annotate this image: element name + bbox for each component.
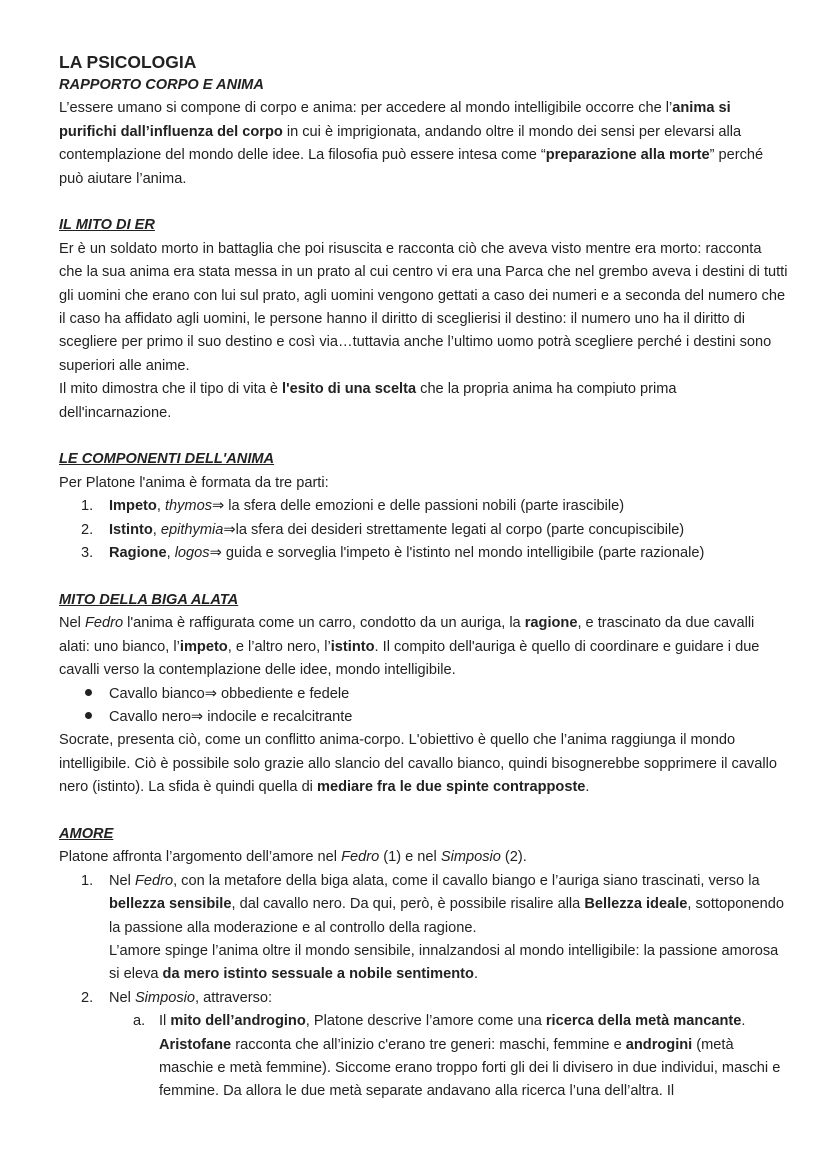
list-item (59, 706, 789, 729)
bullet-list-cavalli (59, 683, 789, 730)
bold-text: anima si purifichi dall’influenza del corpo (59, 100, 731, 140)
text-run: . (473, 966, 479, 983)
list-item (59, 542, 789, 565)
list-marker: a. (133, 1013, 146, 1030)
text-run: l'anima è raffigurata come un carro, condotto da un auriga, la (123, 615, 525, 632)
paragraph-biga-conclusion (59, 729, 789, 799)
text-run: Il (159, 1013, 171, 1030)
italic-text: thymos (164, 498, 212, 515)
bullet-dot-icon (85, 683, 105, 706)
text-run: , (166, 545, 175, 562)
text-run: in cui è imprigionata, andando oltre il mondo dei sensi per elevarsi alla contemplazione del mondo delle idee. La filosofia può essere intesa come “ (59, 123, 742, 164)
italic-text: logos (174, 545, 210, 562)
section-heading-amore: AMORE (59, 825, 114, 842)
italic-text: Fedro (134, 872, 174, 889)
section-heading-corpo-anima: RAPPORTO CORPO E ANIMA (59, 77, 264, 93)
list-marker: 1. (81, 872, 94, 889)
list-marker: 2. (81, 521, 94, 538)
text-run: Platone affronta l’argomento dell’amore nel (59, 849, 342, 866)
text-run: ⇒ la sfera delle emozioni e delle passioni nobili (parte irascibile) (212, 498, 625, 515)
italic-text: Fedro (84, 615, 124, 632)
text-run: , e trascinato da due cavalli alati: uno bianco, l’ (59, 615, 755, 655)
bold-text: istinto (330, 638, 375, 655)
paragraph-mito-er-conclusion (59, 378, 789, 425)
bold-text: preparazione alla morte (545, 147, 710, 164)
text-run: , sottoponendo la passione alla moderazione e al controllo della ragione. (109, 896, 784, 936)
text-run: ⇒la sfera dei desideri strettamente legati al corpo (parte concupiscibile) (223, 521, 685, 538)
text-run: Il mito dimostra che il tipo di vita è (59, 381, 283, 398)
bold-text: da mero istinto sessuale a nobile sentimento (162, 966, 474, 983)
list-item-text: Cavallo nero⇒ indocile e recalcitrante (109, 708, 353, 725)
text-run: , attraverso: (194, 989, 273, 1006)
section-heading-mito-er: IL MITO DI ER (59, 217, 155, 234)
italic-text: Fedro (341, 849, 380, 866)
text-run: L’essere umano si compone di corpo e anima: per accedere al mondo intelligibile occorre che l’ (59, 100, 673, 117)
text-run: (1) e nel (379, 849, 441, 866)
page-title: LA PSICOLOGIA (59, 52, 197, 72)
bold-text: Ragione (109, 545, 167, 562)
text-run: (2). (500, 849, 527, 866)
text-run: racconta che all’inizio c'erano tre generi: maschi, femmine e (231, 1036, 626, 1053)
text-run: , (156, 498, 165, 515)
text-run: (metà maschie e metà femmine). Siccome erano troppo forti gli dei li divisero in due individui, maschi e femmine. Da allora le due metà separate andavano alla ricerca l’una dell’altra. Il (159, 1036, 781, 1100)
paragraph-componenti-intro: Per Platone l'anima è formata da tre parti: (59, 474, 329, 491)
bold-text: ragione (524, 615, 578, 632)
bullet-dot-icon (85, 706, 105, 729)
text-run: . (741, 1013, 746, 1030)
text-run: L’amore spinge l’anima oltre il mondo sensibile, innalzandosi al mondo intelligibile: la passione amorosa si eleva (109, 942, 779, 983)
document-page (59, 50, 789, 1104)
list-item-text (109, 940, 789, 987)
list-item-text (109, 545, 704, 561)
paragraph-corpo-anima (59, 97, 789, 191)
text-run: , e l’altro nero, l’ (227, 638, 331, 655)
paragraph-amore-intro (59, 846, 789, 869)
paragraph-biga-alata (59, 612, 789, 682)
list-item-text (109, 522, 684, 538)
list-item (59, 495, 789, 518)
list-item (59, 987, 789, 1010)
text-run: , Platone descrive l’amore come una (305, 1013, 546, 1030)
bold-text: l'esito di una scelta (282, 381, 417, 398)
list-item-text (109, 870, 789, 940)
bold-text: mito dell’androgino (170, 1013, 306, 1030)
list-marker: 2. (81, 989, 94, 1006)
list-item (59, 870, 789, 987)
text-run: , dal cavallo nero. Da qui, però, è possibile risalire alla (231, 896, 585, 913)
list-marker: 3. (81, 545, 94, 562)
text-run: , (152, 521, 161, 538)
text-run: Nel (109, 872, 135, 889)
bold-text: Bellezza ideale (584, 896, 688, 913)
bold-text: Impeto (109, 498, 157, 515)
bold-text: Istinto (109, 521, 153, 538)
italic-text: Simposio (134, 989, 195, 1006)
text-run: , con la metafore della biga alata, come il cavallo biango e l’auriga siano trascinati, verso la (173, 872, 760, 889)
text-run: che la propria anima ha compiuto prima dell'incarnazione. (59, 381, 677, 421)
section-heading-componenti-anima: LE COMPONENTI DELL'ANIMA (59, 451, 275, 468)
bold-text: mediare fra le due spinte contrapposte (316, 779, 586, 796)
text-run: Nel (109, 989, 135, 1006)
numbered-list-amore (59, 870, 789, 1010)
bold-text: impeto (179, 638, 228, 655)
paragraph-mito-er: Er è un soldato morto in battaglia che poi risuscita e racconta ciò che aveva visto mentre era morto: racconta che la sua anima era stata messa in un prato al cui centro vi era una Parca che nel grembo aveva i destini di tutti gli uomini che erano con lui sul prato, agli uomini vengono gettati a caso dei numeri e a seconda del numero che il caso ha affidato agli uomini, le persone hanno il diritto di sceglierisi il destino: il numero uno ha il diritto di scegliere per primo il suo destino e così via…tuttavia anche l’ultimo uomo potrà scegliere perché i destini sono superiori alle anime. (59, 240, 788, 374)
sub-list-simposio (59, 1010, 789, 1104)
list-item (59, 519, 789, 542)
numbered-list-componenti (59, 495, 789, 565)
list-item-text (109, 498, 624, 514)
list-item (59, 683, 789, 706)
bold-text: Aristofane (159, 1036, 232, 1053)
section-heading-biga-alata: MITO DELLA BIGA ALATA (59, 591, 239, 608)
bold-text: bellezza sensibile (109, 896, 232, 913)
list-marker: 1. (81, 498, 94, 515)
list-item-text: Cavallo bianco⇒ obbediente e fedele (109, 685, 350, 702)
list-item-text (109, 987, 789, 1010)
text-run: Nel (59, 615, 85, 632)
text-run: . Il compito dell'auriga è quello di coordinare e guidare i due cavalli verso la contemplazione delle idee, mondo intelligibile. (59, 638, 760, 679)
italic-text: epithymia (160, 521, 224, 538)
text-run: ” perché può aiutare l’anima. (59, 147, 764, 187)
bold-text: androgini (625, 1036, 693, 1053)
text-run: Socrate, presenta ciò, come un conflitto anima-corpo. L'obiettivo è quello che l’anima raggiunga il mondo intelligibile. Ciò è possibile solo grazie allo slancio del cavallo bianco, quindi bisognerebbe sopprimere il cavallo nero (istinto). La sfida è quindi quella di (59, 732, 777, 796)
text-run: ⇒ guida e sorveglia l'impeto è l'istinto nel mondo intelligibile (parte razionale) (209, 545, 705, 562)
list-item (59, 1010, 789, 1104)
text-run: . (585, 779, 590, 796)
italic-text: Simposio (440, 849, 501, 866)
list-item-text (159, 1010, 789, 1104)
bold-text: ricerca della metà mancante (545, 1013, 742, 1030)
